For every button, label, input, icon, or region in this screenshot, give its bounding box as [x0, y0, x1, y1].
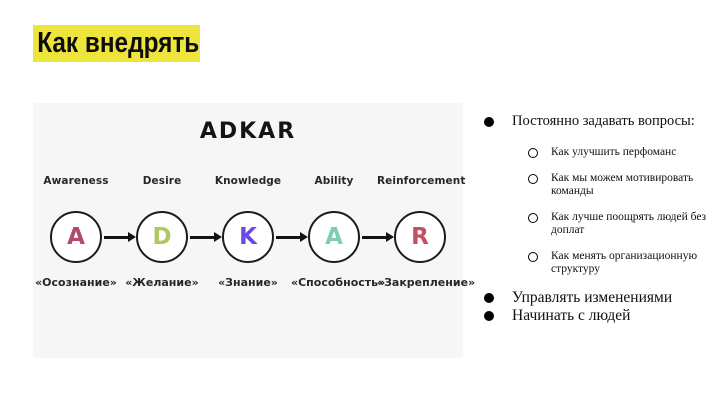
- adkar-card: [33, 103, 476, 358]
- filled-bullet-icon: [484, 293, 494, 303]
- flow-arrow-icon: [104, 236, 128, 239]
- stage-ru-label: «Закрепление»: [377, 276, 476, 289]
- stage-label: Desire: [142, 175, 182, 187]
- adkar-heading: ADKAR: [199, 119, 297, 144]
- main-bullet-item: [484, 112, 716, 131]
- notes-panel: [484, 112, 716, 325]
- stage-letter: R: [411, 223, 429, 250]
- sub-bullet-text: Как лучше поощрять людей без доплат: [551, 211, 707, 236]
- stage-label: Awareness: [43, 175, 109, 187]
- adkar-stages: [33, 175, 476, 289]
- flow-arrow-icon: [190, 236, 214, 239]
- filled-bullet-icon: [484, 311, 494, 321]
- flow-arrow-icon: [362, 236, 386, 239]
- stage-label: Ability: [314, 175, 354, 187]
- slide-title: Как внедрять: [37, 27, 200, 59]
- sub-bullet-text: Как улучшить перфоманс: [551, 146, 677, 158]
- closing-bullet-item: [484, 307, 716, 324]
- main-bullet-text: Постоянно задавать вопросы:: [512, 113, 695, 129]
- stage-letter: D: [152, 223, 172, 250]
- flow-arrow-icon: [276, 236, 300, 239]
- hollow-bullet-icon: [528, 148, 538, 158]
- stage-circle: [50, 211, 102, 263]
- sub-bullet-text: Как мы можем мотивировать команды: [551, 172, 694, 197]
- stage-letter: A: [67, 223, 85, 250]
- closing-bullet-text: Управлять изменениями: [512, 289, 673, 306]
- sub-bullet-item: [528, 250, 716, 276]
- hollow-bullet-icon: [528, 213, 538, 223]
- closing-bullet-item: [484, 289, 716, 306]
- stage-circle: [222, 211, 274, 263]
- stage-letter: A: [325, 223, 343, 250]
- stage-ru-label: «Способность»: [291, 276, 386, 289]
- hollow-bullet-icon: [528, 252, 538, 262]
- sub-bullet-item: [528, 172, 716, 198]
- adkar-stage-area: [33, 175, 476, 305]
- stage-ru-label: «Осознание»: [35, 276, 117, 289]
- stage-circle: [308, 211, 360, 263]
- stage-ru-label: «Знание»: [218, 276, 278, 289]
- sub-bullet-item: [528, 146, 716, 159]
- stage-letter: K: [239, 223, 257, 250]
- stage-label: Reinforcement: [377, 175, 466, 187]
- stage-ru-label: «Желание»: [125, 276, 199, 289]
- sub-bullet-item: [528, 211, 716, 237]
- stage-circle: [136, 211, 188, 263]
- stage-label: Knowledge: [214, 175, 282, 187]
- slide-title-highlight: [33, 25, 200, 62]
- hollow-bullet-icon: [528, 174, 538, 184]
- sub-bullet-text: Как менять организационную структуру: [551, 250, 698, 275]
- closing-bullet-list: [484, 289, 716, 324]
- filled-bullet-icon: [484, 117, 494, 127]
- stage-circle: [394, 211, 446, 263]
- closing-bullet-text: Начинать с людей: [512, 307, 631, 324]
- sub-bullet-list: [528, 146, 716, 276]
- adkar-stage: [33, 175, 119, 289]
